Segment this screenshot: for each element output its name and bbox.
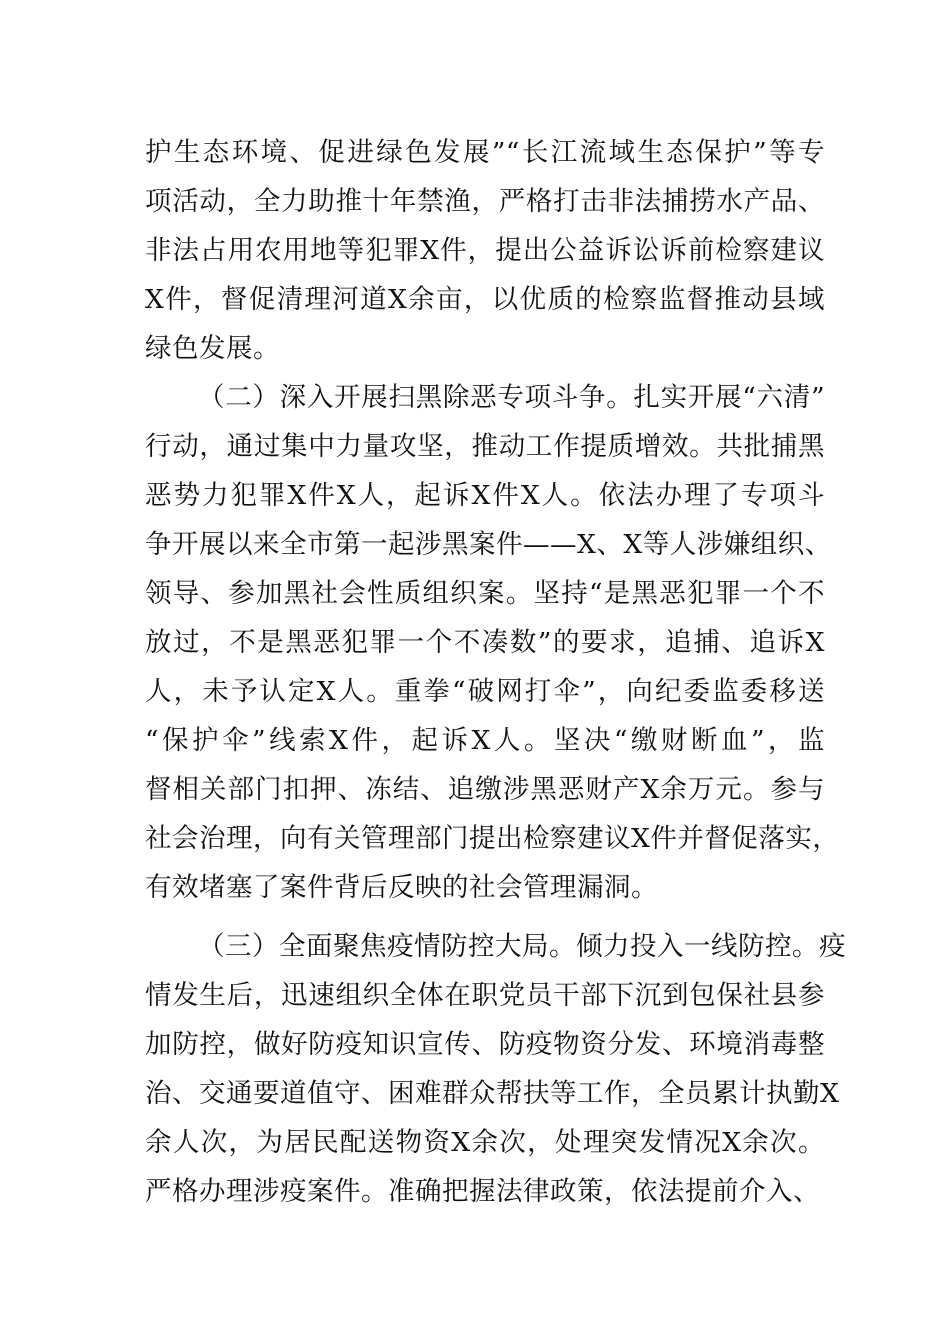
section-heading-line: （三）全面聚焦疫情防控大局。倾力投入一线防控。疫 bbox=[198, 931, 846, 962]
text-line: 恶势力犯罪X件X人，起诉X件X人。依法办理了专项斗 bbox=[145, 480, 825, 511]
text-line: 有效堵塞了案件背后反映的社会管理漏洞。 bbox=[145, 872, 658, 903]
text-line: X件，督促清理河道X余亩，以优质的检察监督推动县域 bbox=[145, 284, 825, 315]
text-line: 人，未予认定X人。重拳“破网打伞”，向纪委监委移送 bbox=[145, 676, 825, 707]
text-line: 争开展以来全市第一起涉黑案件——X、X等人涉嫌组织、 bbox=[145, 529, 832, 560]
text-line: 绿色发展。 bbox=[145, 333, 280, 364]
text-line: 社会治理，向有关管理部门提出检察建议X件并督促落实， bbox=[145, 823, 840, 854]
section-heading-line: （二）深入开展扫黑除恶专项斗争。扎实开展“六清” bbox=[198, 382, 825, 413]
text-line: 加防控，做好防疫知识宣传、防疫物资分发、环境消毒整 bbox=[145, 1029, 825, 1060]
text-line: 护生态环境、促进绿色发展”“长江流域生态保护”等专 bbox=[145, 137, 825, 168]
text-line: 放过，不是黑恶犯罪一个不凑数”的要求，追捕、追诉X bbox=[145, 627, 825, 658]
text-line: 行动，通过集中力量攻坚，推动工作提质增效。共批捕黑 bbox=[145, 431, 825, 462]
text-line: 余人次，为居民配送物资X余次，处理突发情况X余次。 bbox=[145, 1127, 825, 1158]
text-line: 非法占用农用地等犯罪X件，提出公益诉讼诉前检察建议 bbox=[145, 235, 825, 266]
text-line: 治、交通要道值守、困难群众帮扶等工作，全员累计执勤X bbox=[145, 1078, 840, 1109]
text-line: 情发生后，迅速组织全体在职党员干部下沉到包保社县参 bbox=[145, 980, 825, 1011]
text-line: “保护伞”线索X件，起诉X人。坚决“缴财断血”，监 bbox=[145, 725, 825, 756]
text-line: 领导、参加黑社会性质组织案。坚持“是黑恶犯罪一个不 bbox=[145, 578, 825, 609]
text-line: 严格办理涉疫案件。准确把握法律政策，依法提前介入、 bbox=[145, 1176, 820, 1207]
text-line: 项活动，全力助推十年禁渔，严格打击非法捕捞水产品、 bbox=[145, 186, 825, 217]
text-line: 督相关部门扣押、冻结、追缴涉黑恶财产X余万元。参与 bbox=[145, 774, 825, 805]
